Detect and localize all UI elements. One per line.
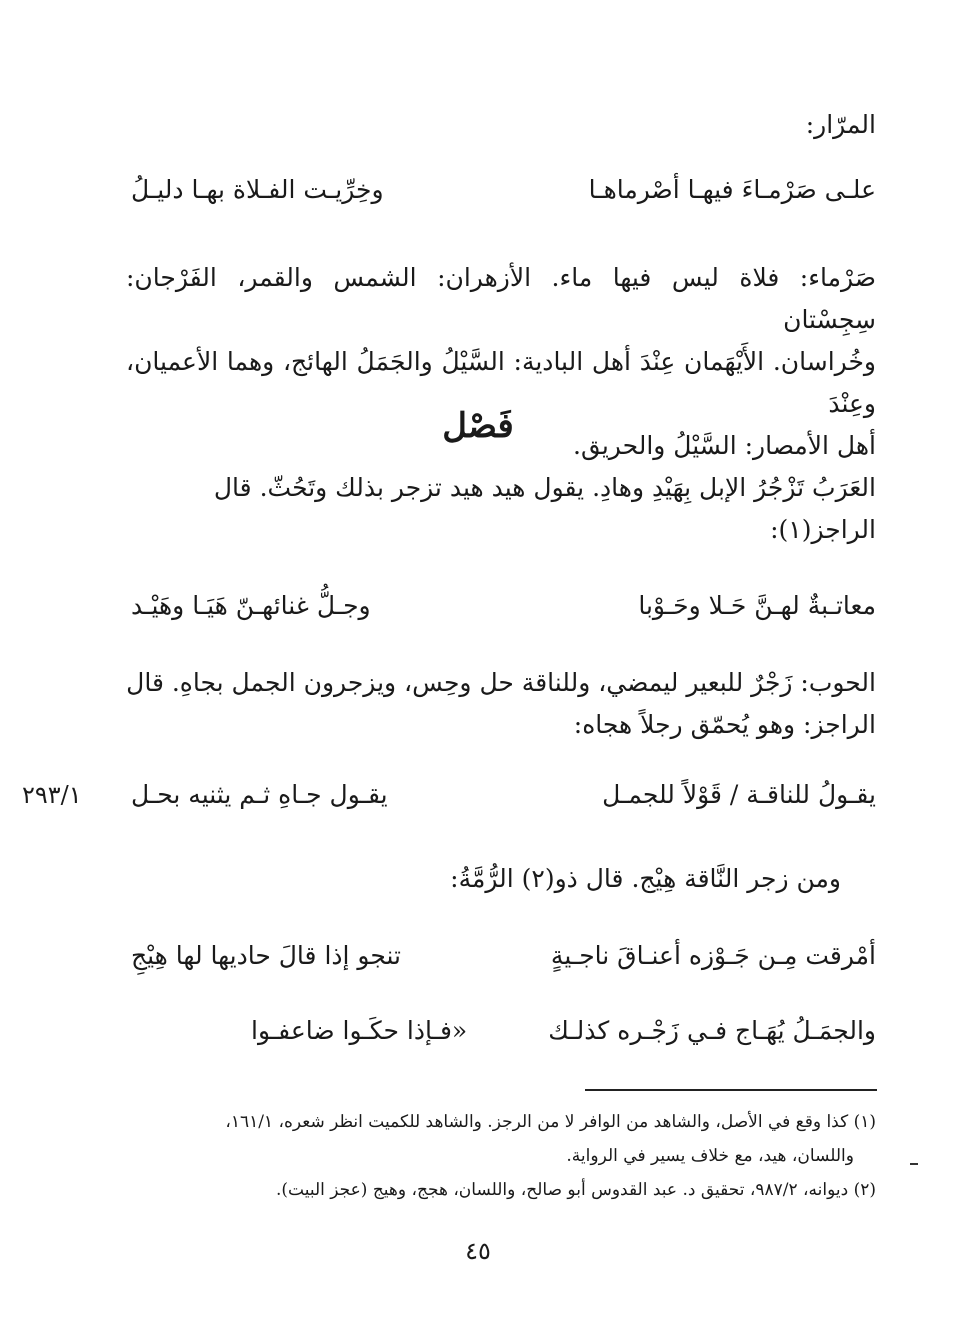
footnotes <box>136 1105 876 1207</box>
scan-mark <box>910 1163 918 1165</box>
speaker-label: المرّار: <box>805 110 876 139</box>
verse-1-second-hemistich: وخِرِّيـت الفـلاة بهـا دليـلُ <box>131 175 384 204</box>
verse-5-second-hemistich: «فـإذا حكَـوا ضاعفـوا <box>251 1016 468 1045</box>
footnote-line: واللسان، هيد، مع خلاف يسير في الرواية. <box>566 1146 854 1166</box>
verse-5-first-hemistich: والجمَـلُ يُهَـاج فـي زَجْـره كذلـك <box>548 1016 876 1045</box>
paragraph-line: العَرَبُ تَزْجُرُ الإبل بِهَيْدِ وهادِ. يقول هيد هيد تزجر بذلك وتَحُثّ. قال <box>213 473 876 502</box>
section-heading: فَصْل <box>442 406 514 446</box>
verse-1 <box>131 170 876 210</box>
verse-2-first-hemistich: معاتـبةٌ لهـنَّ حَـلا وحَـوْبا <box>638 591 876 620</box>
verse-1-first-hemistich: علـى صَرْمـاءَ فيهـا أصْرماهـا <box>588 175 876 204</box>
paragraph-line: الراجز(١): <box>770 515 876 544</box>
verse-4 <box>131 936 876 976</box>
paragraph-hawb <box>126 662 876 746</box>
page-number: ٤٥ <box>465 1237 491 1265</box>
footnote-separator <box>585 1089 877 1091</box>
paragraph-line: أهل الأمصار: السَّيْلُ والحريق. <box>573 431 876 460</box>
paragraph-line: صَرْماء: فلاة ليس فيها ماء. الأزهران: الشمس والقمر، الفَرْجان: سِجِسْتان <box>126 263 876 334</box>
verse-3-second-hemistich: يقـول جـاهِ ثـم يثنيه بحـل <box>131 780 388 809</box>
verse-4-second-hemistich: تنجو إذا قالَ حاديها لها هِيْجِ <box>131 941 401 970</box>
paragraph-line: وخُراسان. الأَيْهَمان عِنْدَ أهل البادية: السَّيْلُ والجَمَلُ الهائج، وهما الأعميان، وعِنْدَ <box>126 347 876 418</box>
paragraph-line: الحوب: زَجْرٌ للبعير ليمضي، وللناقة حل وحِس، ويزجرون الجمل بجاهِ. قال <box>126 668 876 697</box>
paragraph-hij: ومن زجر النَّاقة هِيْج. قال ذو(٢) الرُّمَّةُ: <box>450 864 841 893</box>
verse-3-first-hemistich: يقـولُ للناقـة / قَوْلاً للجمـل <box>602 780 876 809</box>
paragraph-line: الراجز: وهو يُحمّق رجلاً هجاه: <box>573 710 876 739</box>
verse-3 <box>131 775 876 815</box>
footnote-line: (٢) ديوانه، ٩٨٧/٢، تحقيق د. عبد القدوس أبو صالح، واللسان، هجج، وهيج (عجز البيت). <box>276 1180 876 1200</box>
footnote-line: (١) كذا وقع في الأصل، والشاهد من الوافر لا من الرجز. والشاهد للكميت انظر شعره، ١٦١/١، <box>225 1112 876 1132</box>
verse-4-first-hemistich: أمْرقت مِـن جَـوْزه أعنـاقَ ناجـيةٍ <box>550 941 876 970</box>
verse-2 <box>131 586 876 626</box>
margin-reference: ٢٩٣/١ <box>22 781 82 809</box>
paragraph-camel-calls <box>126 467 876 551</box>
verse-5 <box>131 1011 876 1051</box>
verse-2-second-hemistich: وجـلُّ غنائهـنّ هَيَـا وهَيْـد <box>131 591 371 620</box>
